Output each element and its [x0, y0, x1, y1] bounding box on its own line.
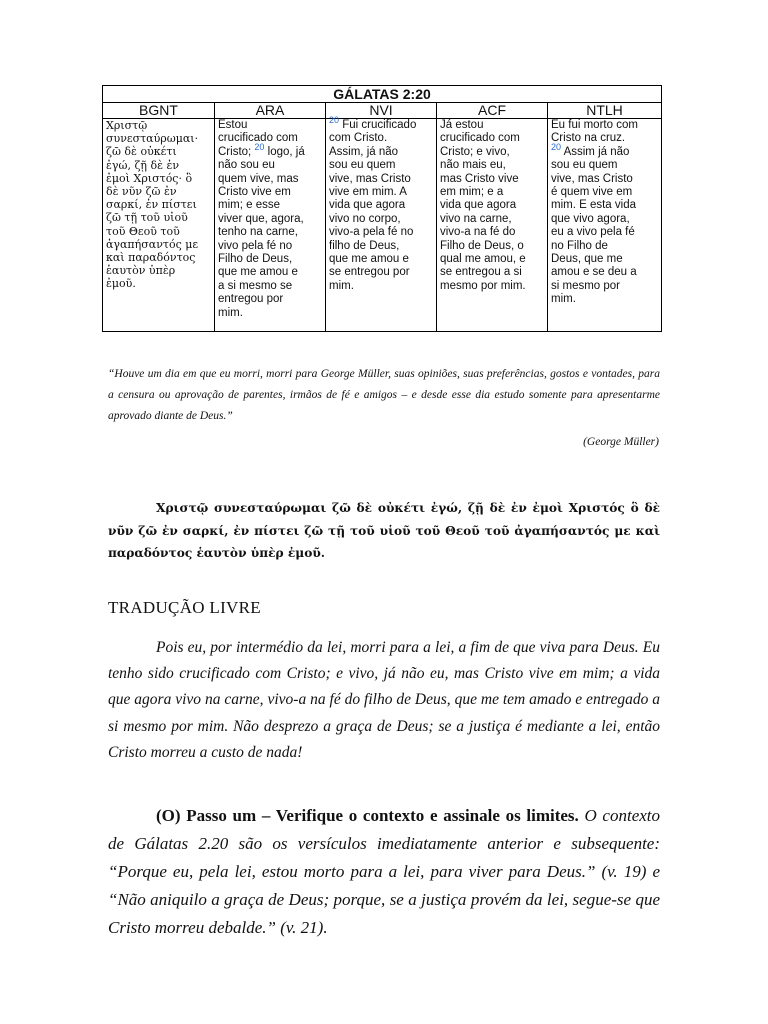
- column-header-ara: ARA: [215, 103, 326, 119]
- column-header-ntlh: NTLH: [548, 103, 662, 119]
- column-header-nvi: NVI: [326, 103, 437, 119]
- traducao-text: Pois eu, por intermédio da lei, morri para a lei, a fim de que viva para Deus. Eu tenho sido crucificado com Cristo; e vivo, já não eu, mas Cristo vive em mim; a vida que agora vivo na carne, vivo-a na fé do filho de Deus, que me tem amado e entregado a si mesmo por mim. Não desprezo a graça de Deus; se a justiça é mediante a lei, então Cristo morreu a custo de nada!: [108, 639, 660, 761]
- cell-ara-text-a: Estou crucificado com Cristo;: [218, 119, 298, 158]
- cell-nvi-text: Fui crucificado com Cristo. Assim, já não sou eu quem vive, mas Cristo vive em mim. A vida que agora vivo no corpo, vivo-a pela fé no filho de Deus, que me amou e se entregou por mim.: [329, 119, 417, 292]
- cell-ntlh-text-a: Eu fui morto com Cristo na cruz.: [551, 119, 638, 145]
- cell-ntlh: [548, 119, 662, 332]
- passo-um-body: O contexto de Gálatas 2.20 são os versículos imediatamente anterior e subsequente: “Porque eu, pela lei, estou morto para a lei, para viver para Deus.” (v. 19) e “Não aniquilo a graça de Deus; porque, se a justiça provém da lei, segue-se que Cristo morreu debalde.” (v. 21).: [108, 806, 661, 937]
- cell-ntlh-text-b: Assim já não sou eu quem vive, mas Cristo é quem vive em mim. E esta vida que vivo agora, eu a vivo pela fé no Filho de Deus, que me amou e se deu a si mesmo por mim.: [551, 145, 637, 306]
- verse-number: 20: [329, 115, 340, 126]
- column-header-acf: ACF: [437, 103, 548, 119]
- versions-table: [102, 85, 662, 332]
- table-title: GÁLATAS 2:20: [103, 86, 662, 103]
- mueller-quote: “Houve um dia em que eu morri, morri para George Müller, suas opiniões, suas preferências, gostos e vontades, para a censura ou aprovação de parentes, irmãos de fé e amigos – e desde esse dia estudo somente para apresentarme aprovado diante de Deus.”: [108, 368, 660, 422]
- greek-paragraph: Χριστῷ συνεσταύρωμαι ζῶ δὲ οὐκέτι ἐγώ, ζῇ δὲ ἐν ἐμοὶ Χριστός ὃ δὲ νῦν ζῶ ἐν σαρκί, ἐν πίστει ζῶ τῇ τοῦ υἱοῦ τοῦ Θεοῦ τοῦ ἀγαπήσαντός με καὶ παραδόντος ἑαυτὸν ὑπὲρ ἐμοῦ.: [108, 501, 660, 560]
- cell-acf-text: Já estou crucificado com Cristo; e vivo, não mais eu, mas Cristo vive em mim; e a vida que agora vivo na carne, vivo-a na fé do Filho de Deus, o qual me amou, e se entregou a si mesmo por mim.: [440, 119, 526, 292]
- column-header-bgnt: BGNT: [103, 103, 215, 119]
- cell-nvi: [326, 115, 437, 332]
- traducao-heading: TRADUÇÃO LIVRE: [108, 598, 261, 617]
- verse-number: 20: [254, 141, 265, 152]
- cell-ara-text-b: logo, já não sou eu quem vive, mas Cristo vive em mim; e esse viver que, agora, tenho na carne, vivo pela fé no Filho de Deus, que me amou e a si mesmo se entregou por mim.: [218, 145, 305, 319]
- cell-ara: [215, 119, 326, 332]
- verse-number: 20: [551, 141, 562, 152]
- cell-bgnt-text: Χριστῷ συνεσταύρωμαι· ζῶ δὲ οὐκέτι ἐγώ, ζῇ δὲ ἐν ἐμοὶ Χριστός· ὃ δὲ νῦν ζῶ ἐν σαρκί, ἐν πίστει ζῶ τῇ τοῦ υἱοῦ τοῦ Θεοῦ τοῦ ἀγαπήσαντός με καὶ παραδόντος ἑαυτὸν ὑπὲρ ἐμοῦ.: [106, 119, 199, 291]
- cell-bgnt: [103, 119, 215, 332]
- quote-author: (George Müller): [583, 436, 659, 448]
- passo-um-paragraph: [108, 802, 660, 942]
- passo-um-heading: (O) Passo um – Verifique o contexto e assinale os limites.: [156, 806, 579, 825]
- cell-acf: [437, 119, 548, 332]
